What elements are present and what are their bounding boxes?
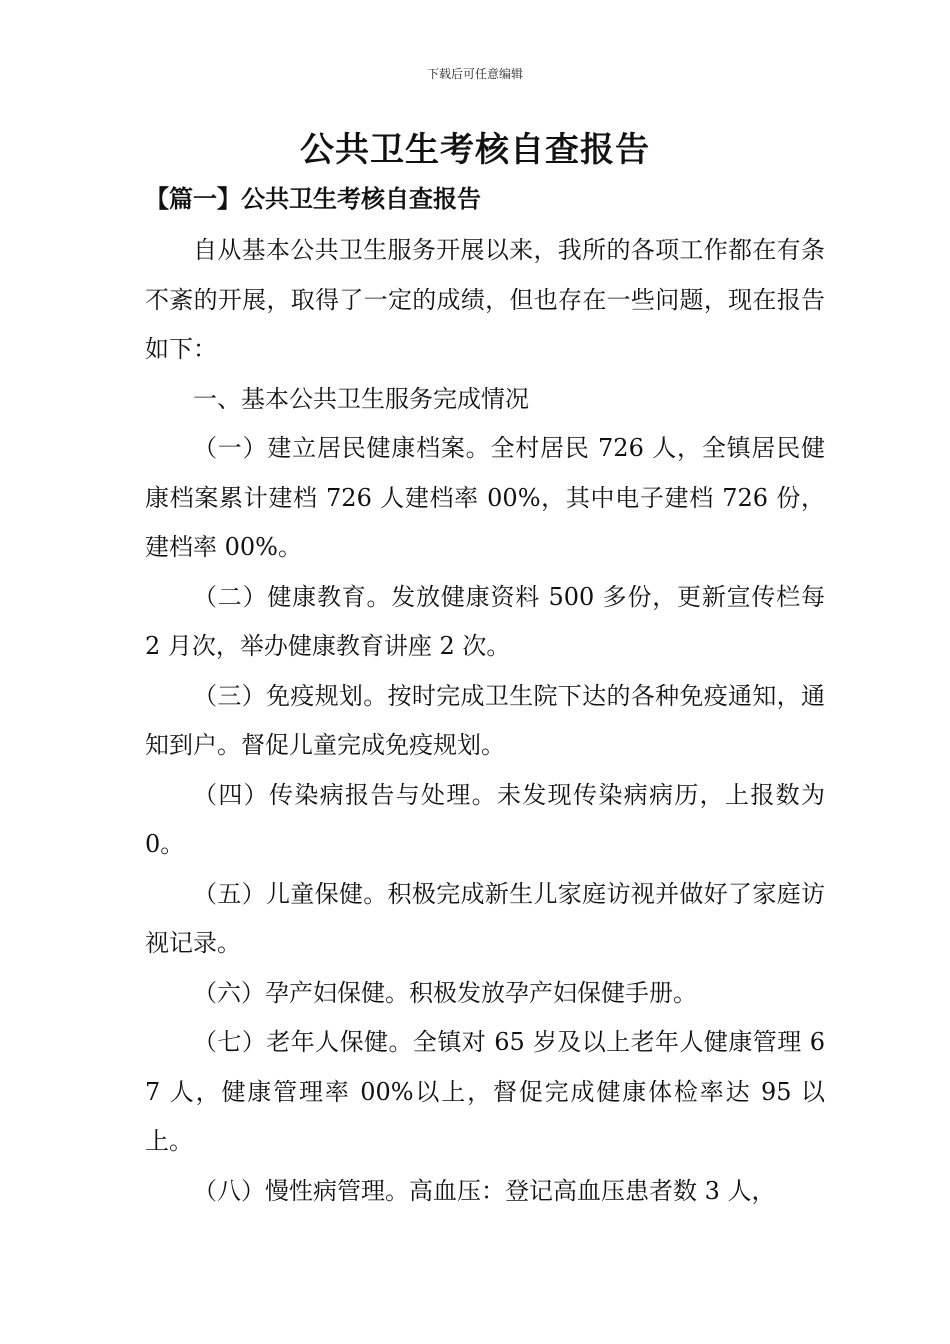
section-heading: 【篇一】公共卫生考核自查报告 <box>145 184 481 213</box>
document-title: 公共卫生考核自查报告 <box>300 130 650 170</box>
paragraph-item-3: （三）免疫规划。按时完成卫生院下达的各种免疫通知，通知到户。督促儿童完成免疫规划。 <box>145 681 825 759</box>
paragraph-intro: 自从基本公共卫生服务开展以来，我所的各项工作都在有条不紊的开展，取得了一定的成绩，但也存在一些问题，现在报告如下： <box>145 236 825 363</box>
paragraph-item-8: （八）慢性病管理。高血压：登记高血压患者数 3 人， <box>193 1176 776 1205</box>
paragraph-section-one: 一、基本公共卫生服务完成情况 <box>193 384 529 413</box>
paragraph-item-1: （一）建立居民健康档案。全村居民 726 人，全镇居民健康档案累计建档 726 人建档率 00%，其中电子建档 726 份，建档率 00%。 <box>145 434 825 561</box>
body-text <box>145 226 825 1216</box>
paragraph-item-6: （六）孕产妇保健。积极发放孕产妇保健手册。 <box>193 978 697 1007</box>
header-note: 下载后可任意编辑 <box>426 67 523 81</box>
paragraph-item-2: （二）健康教育。发放健康资料 500 多份，更新宣传栏每 2 月次，举办健康教育讲座 2 次。 <box>145 582 825 660</box>
paragraph-item-7: （七）老年人保健。全镇对 65 岁及以上老年人健康管理 67 人，健康管理率 00%以上，督促完成健康体检率达 95 以上。 <box>145 1028 825 1155</box>
paragraph-item-4: （四）传染病报告与处理。未发现传染病病历，上报数为 0。 <box>145 780 825 858</box>
paragraph-item-5: （五）儿童保健。积极完成新生儿家庭访视并做好了家庭访视记录。 <box>145 879 825 957</box>
